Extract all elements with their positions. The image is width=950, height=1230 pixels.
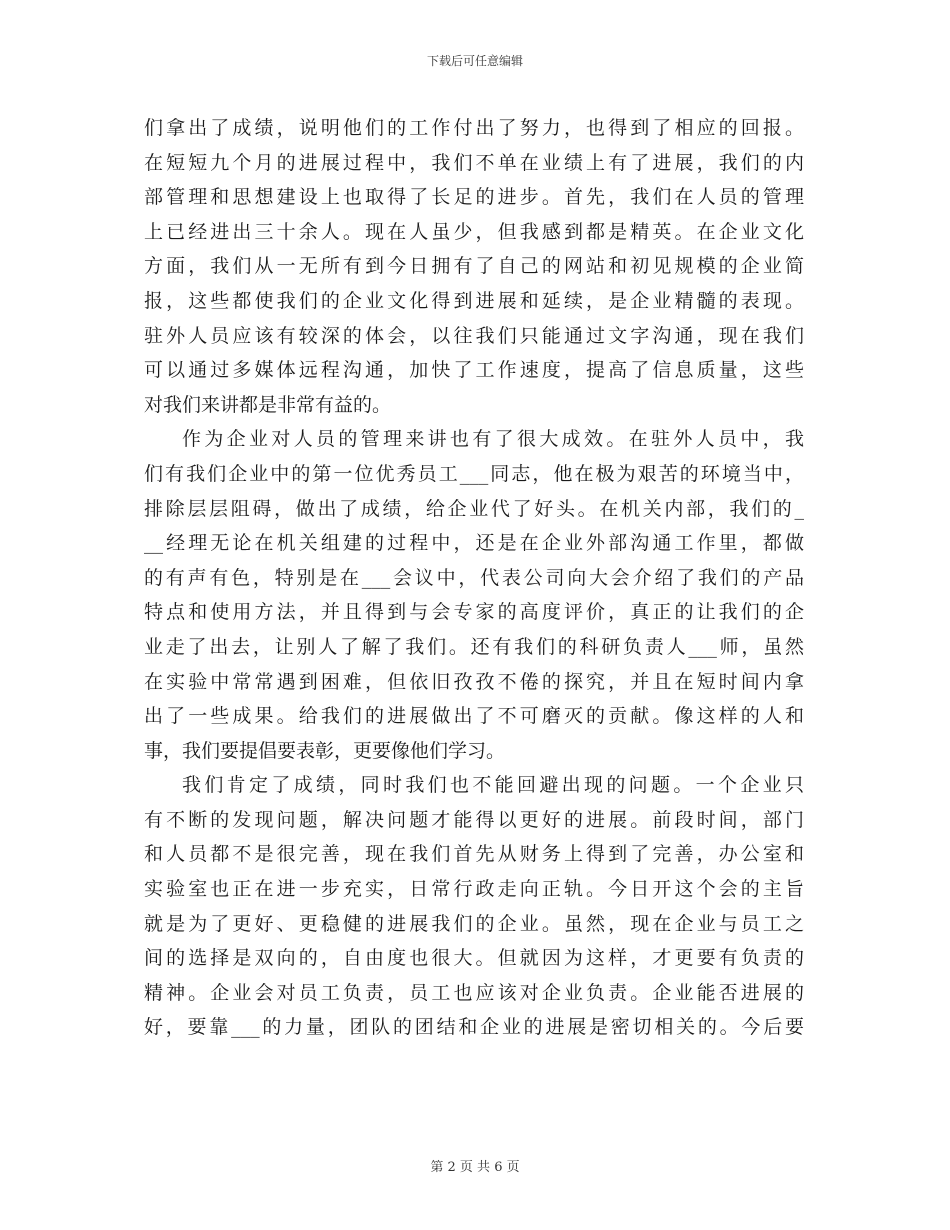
page-header: 下载后可任意编辑	[426, 54, 523, 68]
text-line: 在短短九个月的进展过程中，我们不单在业绩上有了进展，我们的内	[144, 151, 804, 174]
text-line: 和人员都不是很完善，现在我们首先从财务上得到了完善，办公室和	[144, 843, 804, 866]
text-line: 上已经进出三十余人。现在人虽少，但我感到都是精英。在企业文化	[144, 220, 804, 243]
text-line: 方面，我们从一无所有到今日拥有了自己的网站和初见规模的企业简	[144, 255, 804, 278]
text-line: 出了一些成果。给我们的进展做出了不可磨灭的贡献。像这样的人和	[144, 705, 804, 728]
paragraph	[144, 422, 804, 768]
text-line: 就是为了更好、更稳健的进展我们的企业。虽然，现在企业与员工之	[144, 912, 804, 935]
text-line: 驻外人员应该有较深的体会，以往我们只能通过文字沟通，现在我们	[144, 324, 804, 347]
text-line: 报，这些都使我们的企业文化得到进展和延续，是企业精髓的表现。	[144, 289, 804, 312]
text-line: 可以通过多媒体远程沟通，加快了工作速度，提高了信息质量，这些	[144, 359, 804, 382]
text-line: 间的选择是双向的，自由度也很大。但就因为这样，才更要有负责的	[144, 947, 804, 970]
text-line: 我们肯定了成绩，同时我们也不能回避出现的问题。一个企业只	[182, 774, 804, 797]
text-line: 事，我们要提倡要表彰，更要像他们学习。	[144, 739, 506, 762]
text-line: 业走了出去，让别人了解了我们。还有我们的科研负责人___师，虽然	[144, 635, 804, 658]
document-body	[144, 111, 804, 1045]
paragraph	[144, 111, 804, 422]
text-line: 好，要靠___的力量，团队的团结和企业的进展是密切相关的。今后要	[144, 1016, 804, 1039]
text-line: 对我们来讲都是非常有益的。	[144, 393, 392, 416]
text-line: 们拿出了成绩，说明他们的工作付出了努力，也得到了相应的回报。	[144, 117, 804, 139]
text-line: 实验室也正在进一步充实，日常行政走向正轨。今日开这个会的主旨	[144, 878, 804, 901]
text-line: 有不断的发现问题，解决问题才能得以更好的进展。前段时间，部门	[144, 808, 804, 831]
text-line: 在实验中常常遇到困难，但依旧孜孜不倦的探究，并且在短时间内拿	[144, 670, 804, 693]
text-line: 特点和使用方法，并且得到与会专家的高度评价，真正的让我们的企	[144, 601, 804, 624]
text-line: __经理无论在机关组建的过程中，还是在企业外部沟通工作里，都做	[144, 532, 804, 555]
paragraph	[144, 768, 804, 1045]
text-line: 作为企业对人员的管理来讲也有了很大成效。在驻外人员中，我	[182, 428, 804, 451]
text-line: 精神。企业会对员工负责，员工也应该对企业负责。企业能否进展的	[144, 981, 804, 1004]
text-line: 排除层层阻碍，做出了成绩，给企业代了好头。在机关内部，我们的_	[144, 497, 804, 520]
text-line: 部管理和思想建设上也取得了长足的进步。首先，我们在人员的管理	[144, 186, 804, 209]
page-footer: 第 2 页 共 6 页	[430, 1160, 520, 1175]
text-line: 的有声有色，特别是在___会议中，代表公司向大会介绍了我们的产品	[144, 566, 804, 589]
text-line: 们有我们企业中的第一位优秀员工___同志，他在极为艰苦的环境当中，	[144, 462, 804, 485]
